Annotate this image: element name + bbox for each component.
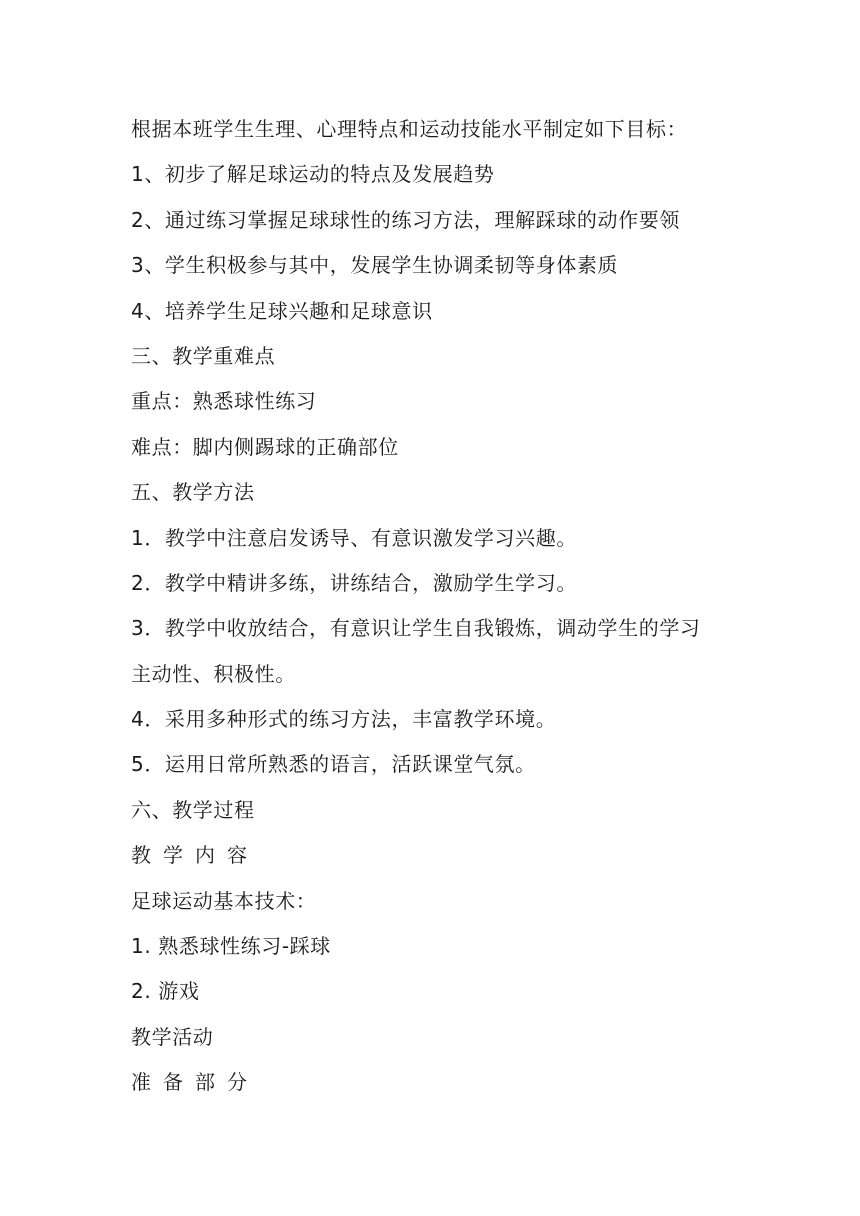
document-body bbox=[131, 107, 751, 1106]
method-item-3: 3．教学中收放结合，有意识让学生自我锻炼，调动学生的学习 bbox=[131, 616, 701, 641]
method-item-1: 1．教学中注意启发诱导、有意识激发学习兴趣。 bbox=[131, 525, 577, 550]
label-preparation-part: 准备部分 bbox=[131, 1070, 259, 1095]
section-heading-process: 六、教学过程 bbox=[131, 797, 255, 822]
basic-skills-heading: 足球运动基本技术： bbox=[131, 888, 317, 913]
method-item-3-continued: 主动性、积极性。 bbox=[131, 661, 296, 686]
label-teaching-content: 教学内容 bbox=[131, 843, 259, 868]
goal-item-1: 1、初步了解足球运动的特点及发展趋势 bbox=[131, 162, 495, 187]
goal-item-2: 2、通过练习掌握足球球性的练习方法，理解踩球的动作要领 bbox=[131, 207, 680, 232]
method-item-5: 5．运用日常所熟悉的语言，活跃课堂气氛。 bbox=[131, 752, 536, 777]
method-item-2: 2．教学中精讲多练，讲练结合，激励学生学习。 bbox=[131, 570, 577, 595]
key-point: 重点：熟悉球性练习 bbox=[131, 389, 317, 414]
content-item-2: 2. 游戏 bbox=[131, 979, 200, 1004]
section-heading-key-points: 三、教学重难点 bbox=[131, 343, 276, 368]
goal-item-4: 4、培养学生足球兴趣和足球意识 bbox=[131, 298, 433, 323]
label-teaching-activities: 教学活动 bbox=[131, 1024, 214, 1049]
section-heading-methods: 五、教学方法 bbox=[131, 480, 255, 505]
content-item-1: 1. 熟悉球性练习-踩球 bbox=[131, 934, 331, 959]
difficult-point: 难点：脚内侧踢球的正确部位 bbox=[131, 434, 399, 459]
goal-item-3: 3、学生积极参与其中，发展学生协调柔韧等身体素质 bbox=[131, 253, 619, 278]
method-item-4: 4．采用多种形式的练习方法，丰富教学环境。 bbox=[131, 707, 557, 732]
goals-intro: 根据本班学生生理、心理特点和运动技能水平制定如下目标： bbox=[131, 117, 688, 141]
